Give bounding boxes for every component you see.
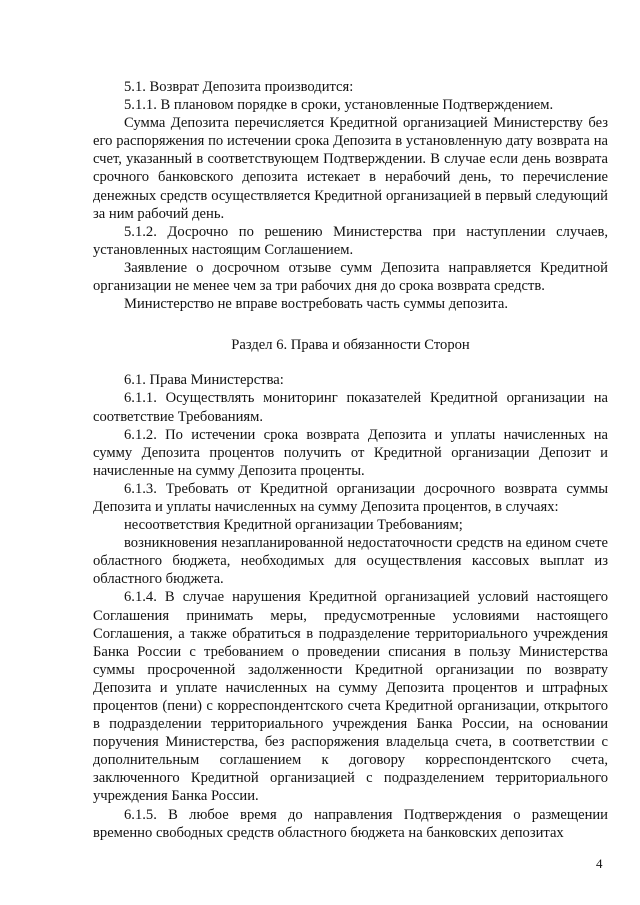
- paragraph-6-1-4: 6.1.4. В случае нарушения Кредитной организацией условий настоящего Соглашения принимать меры, предусмотренные условиями настоящего Соглашения, а также обратиться в подразделение территориального учреждения Банка России с требованием о проведении списания в пользу Министерства суммы просроченной задолженности Кредитной организации по возврату Депозита и уплате начисленных на сумму Депозита процентов и штрафных процентов (пени) с корреспондентского счета Кредитной организации, открытого в подразделении территориального учреждения Банка России, на основании поручения Министерства, без распоряжения владельца счета, в соответствии с дополнительным соглашением к договору корреспондентского счета, заключенного Кредитной организацией с подразделением территориального учреждения Банка России.: [93, 589, 608, 805]
- paragraph-6-1-3: 6.1.3. Требовать от Кредитной организации досрочного возврата суммы Депозита и уплаты начисленных на сумму Депозита процентов, в случаях:: [93, 480, 608, 515]
- paragraph-deposit-transfer: Сумма Депозита перечисляется Кредитной организацией Министерству без его распоряжения по истечении срока Депозита в установленную дату возврата на счет, указанный в соответствующем Подтверждении. В случае если день возврата срочного банковского депозита истекает в нерабочий день, то перечисление денежных средств осуществляется Кредитной организацией в первый следующий за ним рабочий день.: [93, 115, 608, 222]
- section-heading: Раздел 6. Права и обязанности Сторон: [231, 337, 470, 354]
- paragraph-6-1: 6.1. Права Министерства:: [124, 372, 284, 389]
- document-body: [93, 78, 608, 842]
- paragraph-6-1-1: 6.1.1. Осуществлять мониторинг показателей Кредитной организации на соответствие Требованиям.: [93, 390, 608, 425]
- spacer: [93, 313, 608, 336]
- paragraph-5-1: 5.1. Возврат Депозита производится:: [124, 79, 354, 95]
- paragraph-early-withdrawal-notice: Заявление о досрочном отзыве сумм Депозита направляется Кредитной организации не менее чем за три рабочих дня до срока возврата средств.: [93, 259, 608, 295]
- spacer: [93, 354, 608, 371]
- paragraph-5-1-1: 5.1.1. В плановом порядке в сроки, установленные Подтверждением.: [124, 97, 554, 114]
- paragraph-case-noncompliance: несоответствия Кредитной организации Требованиям;: [124, 517, 463, 534]
- paragraph-5-1-2: 5.1.2. Досрочно по решению Министерства при наступлении случаев, установленных настоящим Соглашением.: [93, 223, 608, 258]
- paragraph-6-1-2: 6.1.2. По истечении срока возврата Депозита и уплаты начисленных на сумму Депозита процентов получить от Кредитной организации Депозит и начисленные на сумму Депозита проценты.: [93, 426, 608, 479]
- paragraph-6-1-5: 6.1.5. В любое время до направления Подтверждения о размещении временно свободных средств областного бюджета на банковских депозитах: [93, 806, 608, 841]
- paragraph-case-shortfall: возникновения незапланированной недостаточности средств на едином счете областного бюджета, необходимых для осуществления кассовых выплат из областного бюджета.: [93, 535, 608, 588]
- page-number: 4: [596, 856, 603, 871]
- paragraph-partial-withdrawal: Министерство не вправе востребовать часть суммы депозита.: [124, 296, 508, 313]
